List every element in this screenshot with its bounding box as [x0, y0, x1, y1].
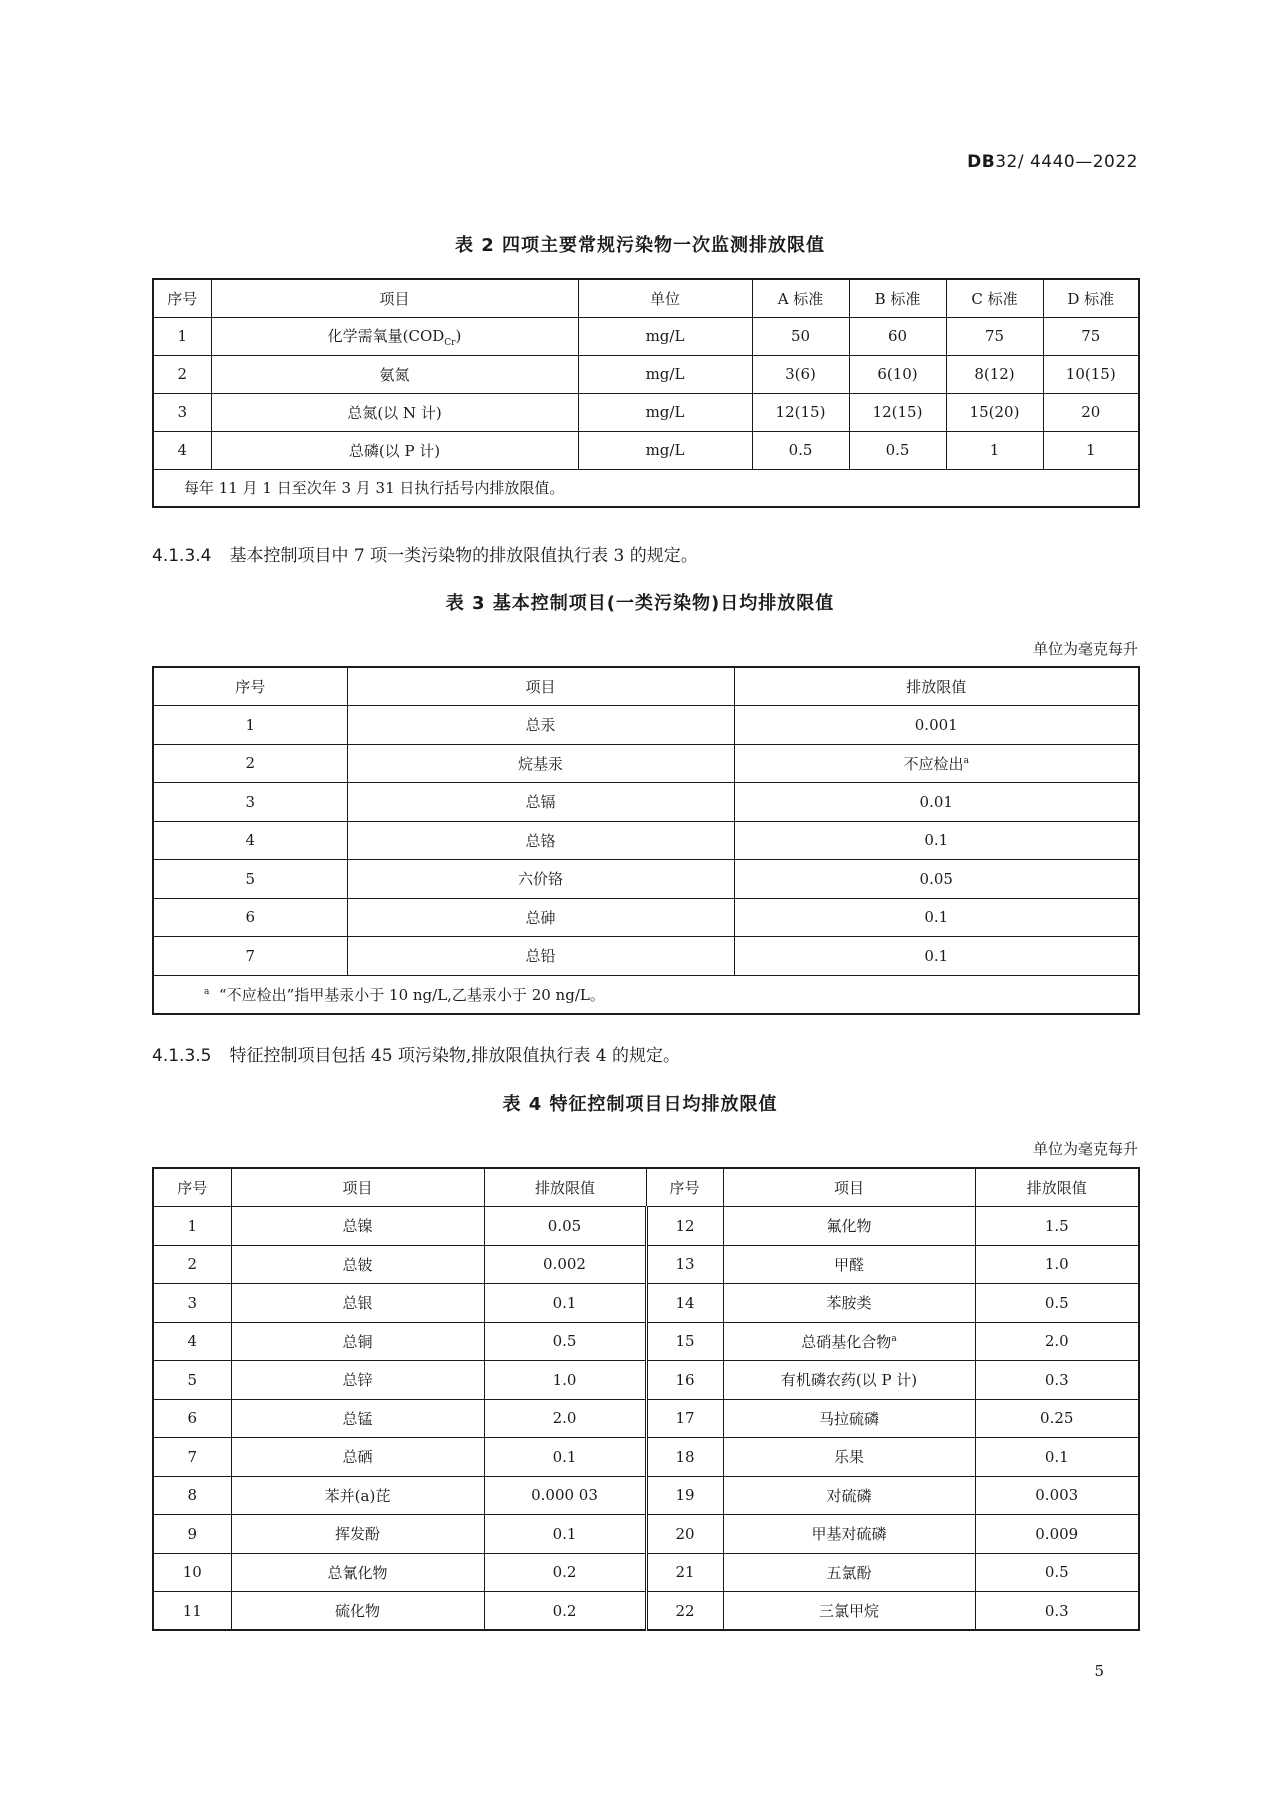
row-number: 17	[646, 1399, 723, 1438]
pollutant-name: 六价铬	[347, 860, 734, 899]
pollutant-name: 总氰化物	[231, 1553, 484, 1592]
clause-4-1-3-4	[152, 541, 698, 566]
row-number: 2	[153, 744, 347, 783]
discharge-limit: 2.0	[484, 1399, 646, 1438]
limit-b: 12(15)	[849, 393, 946, 431]
table4-header-cell: 序号	[646, 1168, 723, 1207]
limit-a: 12(15)	[752, 393, 849, 431]
pollutant-name: 总汞	[347, 706, 734, 745]
pollutant-name: 硫化物	[231, 1592, 484, 1631]
table2-header-cell: 项目	[211, 279, 578, 317]
standard-code	[967, 152, 1138, 172]
table-row	[153, 860, 1139, 899]
table4-header-cell: 项目	[723, 1168, 975, 1207]
table3-note	[153, 975, 1139, 1014]
pollutant-name: 马拉硫磷	[723, 1399, 975, 1438]
table4	[152, 1167, 1140, 1631]
limit-b: 60	[849, 317, 946, 355]
limit-d: 20	[1043, 393, 1139, 431]
standard-code-prefix: DB	[967, 152, 996, 172]
pollutant-name: 乐果	[723, 1438, 975, 1477]
row-number: 19	[646, 1476, 723, 1515]
table-row	[153, 783, 1139, 822]
table4-header-cell: 排放限值	[484, 1168, 646, 1207]
discharge-limit: 0.1	[975, 1438, 1139, 1477]
unit-cell: mg/L	[578, 393, 752, 431]
discharge-limit: 0.5	[975, 1553, 1139, 1592]
discharge-limit: 0.1	[484, 1438, 646, 1477]
limit-a: 3(6)	[752, 355, 849, 393]
table-row	[153, 393, 1139, 431]
discharge-limit: 0.001	[734, 706, 1139, 745]
row-number: 9	[153, 1515, 231, 1554]
discharge-limit: 0.3	[975, 1592, 1139, 1631]
table-row	[153, 1592, 1139, 1631]
row-number: 4	[153, 1322, 231, 1361]
clause-text: 基本控制项目中 7 项一类污染物的排放限值执行表 3 的规定。	[229, 546, 698, 566]
table-row	[153, 744, 1139, 783]
table-row	[153, 898, 1139, 937]
table2-caption: 表 2 四项主要常规污染物一次监测排放限值	[454, 235, 826, 256]
table2-header-row	[153, 279, 1139, 317]
pollutant-name: 总锌	[231, 1361, 484, 1400]
row-number: 2	[153, 355, 211, 393]
table-row	[153, 1207, 1139, 1246]
clause-number: 4.1.3.4	[152, 546, 212, 566]
table-row	[153, 317, 1139, 355]
limit-b: 0.5	[849, 431, 946, 469]
row-number: 1	[153, 317, 211, 355]
row-number: 21	[646, 1553, 723, 1592]
table3-note-text: “不应检出”指甲基汞小于 10 ng/L,乙基汞小于 20 ng/L。	[218, 985, 605, 1004]
discharge-limit: 0.2	[484, 1592, 646, 1631]
discharge-limit	[734, 744, 1139, 783]
table4-header-cell: 项目	[231, 1168, 484, 1207]
discharge-limit: 0.2	[484, 1553, 646, 1592]
table3-caption: 表 3 基本控制项目(一类污染物)日均排放限值	[445, 593, 835, 614]
limit-c: 75	[946, 317, 1043, 355]
pollutant-name: 总镍	[231, 1207, 484, 1246]
discharge-limit: 0.5	[975, 1284, 1139, 1323]
pollutant-name: 氟化物	[723, 1207, 975, 1246]
pollutant-name: 总镉	[347, 783, 734, 822]
clause-4-1-3-5	[152, 1041, 680, 1066]
discharge-limit: 0.05	[484, 1207, 646, 1246]
table-row	[153, 1284, 1139, 1323]
limit-a: 50	[752, 317, 849, 355]
row-number: 10	[153, 1553, 231, 1592]
row-number: 16	[646, 1361, 723, 1400]
unit-cell: mg/L	[578, 355, 752, 393]
discharge-limit: 0.1	[484, 1284, 646, 1323]
row-number: 6	[153, 898, 347, 937]
pollutant-name: 苯并(a)芘	[231, 1476, 484, 1515]
row-number: 13	[646, 1245, 723, 1284]
footnote-marker: a	[963, 755, 969, 766]
pollutant-name: 总磷(以 P 计)	[211, 431, 578, 469]
table-row	[153, 937, 1139, 976]
row-number: 4	[153, 431, 211, 469]
row-number: 1	[153, 706, 347, 745]
pollutant-name: 氨氮	[211, 355, 578, 393]
table2-header-cell: A 标准	[752, 279, 849, 317]
table3-header-cell: 项目	[347, 667, 734, 706]
pollutant-name: 对硫磷	[723, 1476, 975, 1515]
pollutant-name: 总铅	[347, 937, 734, 976]
pollutant-name: 挥发酚	[231, 1515, 484, 1554]
row-number: 20	[646, 1515, 723, 1554]
row-number: 2	[153, 1245, 231, 1284]
discharge-limit: 0.003	[975, 1476, 1139, 1515]
limit-d: 10(15)	[1043, 355, 1139, 393]
table2-header-cell: 单位	[578, 279, 752, 317]
table-row	[153, 1515, 1139, 1554]
row-number: 7	[153, 937, 347, 976]
discharge-limit: 0.1	[484, 1515, 646, 1554]
pollutant-name: 总铜	[231, 1322, 484, 1361]
footnote-marker: a	[891, 1333, 897, 1344]
table3-header-cell: 序号	[153, 667, 347, 706]
discharge-limit: 0.25	[975, 1399, 1139, 1438]
unit-cell: mg/L	[578, 317, 752, 355]
table3	[152, 666, 1140, 1015]
pollutant-name: 总铬	[347, 821, 734, 860]
pollutant-name-text: 总硝基化合物	[801, 1332, 892, 1351]
row-number: 4	[153, 821, 347, 860]
row-number: 22	[646, 1592, 723, 1631]
row-number: 1	[153, 1207, 231, 1246]
table-row	[153, 355, 1139, 393]
table-row	[153, 431, 1139, 469]
limit-d: 1	[1043, 431, 1139, 469]
pollutant-name: 甲基对硫磷	[723, 1515, 975, 1554]
table2-note: 每年 11 月 1 日至次年 3 月 31 日执行括号内排放限值。	[153, 469, 1139, 507]
discharge-limit: 0.002	[484, 1245, 646, 1284]
standard-code-number: 32/ 4440—2022	[995, 152, 1138, 172]
row-number: 7	[153, 1438, 231, 1477]
row-number: 3	[153, 393, 211, 431]
limit-d: 75	[1043, 317, 1139, 355]
discharge-limit: 0.5	[484, 1322, 646, 1361]
table3-note-row	[153, 975, 1139, 1014]
pollutant-name: 烷基汞	[347, 744, 734, 783]
table-row	[153, 1553, 1139, 1592]
row-number: 14	[646, 1284, 723, 1323]
table4-caption: 表 4 特征控制项目日均排放限值	[502, 1094, 778, 1115]
pollutant-name-text: 化学需氧量(COD	[327, 326, 445, 345]
table2-header-cell: D 标准	[1043, 279, 1139, 317]
table2-note-row	[153, 469, 1139, 507]
table3-unit-note: 单位为毫克每升	[1032, 640, 1138, 658]
discharge-limit: 0.000 03	[484, 1476, 646, 1515]
table2-header-cell: C 标准	[946, 279, 1043, 317]
table-row	[153, 1361, 1139, 1400]
page-number: 5	[1094, 1662, 1104, 1680]
table-row	[153, 706, 1139, 745]
footnote-marker: a	[204, 986, 210, 997]
table-row	[153, 1476, 1139, 1515]
clause-text: 特征控制项目包括 45 项污染物,排放限值执行表 4 的规定。	[229, 1046, 680, 1066]
pollutant-name	[211, 317, 578, 355]
table3-header-cell: 排放限值	[734, 667, 1139, 706]
clause-number: 4.1.3.5	[152, 1046, 212, 1066]
discharge-limit: 0.1	[734, 937, 1139, 976]
limit-a: 0.5	[752, 431, 849, 469]
pollutant-name: 总砷	[347, 898, 734, 937]
pollutant-name: 总氮(以 N 计)	[211, 393, 578, 431]
row-number: 8	[153, 1476, 231, 1515]
row-number: 18	[646, 1438, 723, 1477]
discharge-limit: 0.01	[734, 783, 1139, 822]
discharge-limit: 0.05	[734, 860, 1139, 899]
discharge-limit: 0.1	[734, 821, 1139, 860]
table2-header-cell: 序号	[153, 279, 211, 317]
table-row	[153, 1322, 1139, 1361]
row-number: 12	[646, 1207, 723, 1246]
pollutant-name: 总硒	[231, 1438, 484, 1477]
pollutant-name: 苯胺类	[723, 1284, 975, 1323]
pollutant-subscript: Cr	[444, 337, 456, 348]
row-number: 6	[153, 1399, 231, 1438]
limit-b: 6(10)	[849, 355, 946, 393]
row-number: 3	[153, 1284, 231, 1323]
table4-header-cell: 序号	[153, 1168, 231, 1207]
limit-c: 15(20)	[946, 393, 1043, 431]
pollutant-name: 三氯甲烷	[723, 1592, 975, 1631]
pollutant-name: 甲醛	[723, 1245, 975, 1284]
pollutant-name-tail: )	[455, 326, 462, 345]
row-number: 5	[153, 1361, 231, 1400]
pollutant-name: 五氯酚	[723, 1553, 975, 1592]
pollutant-name: 总铍	[231, 1245, 484, 1284]
discharge-limit-text: 不应检出	[903, 754, 964, 773]
discharge-limit: 2.0	[975, 1322, 1139, 1361]
table4-header-row	[153, 1168, 1139, 1207]
discharge-limit: 0.3	[975, 1361, 1139, 1400]
discharge-limit: 1.5	[975, 1207, 1139, 1246]
table-row	[153, 1245, 1139, 1284]
table2	[152, 278, 1140, 508]
discharge-limit: 1.0	[975, 1245, 1139, 1284]
row-number: 15	[646, 1322, 723, 1361]
discharge-limit: 0.1	[734, 898, 1139, 937]
table4-header-cell: 排放限值	[975, 1168, 1139, 1207]
pollutant-name: 总银	[231, 1284, 484, 1323]
pollutant-name: 总锰	[231, 1399, 484, 1438]
row-number: 3	[153, 783, 347, 822]
pollutant-name: 有机磷农药(以 P 计)	[723, 1361, 975, 1400]
table-row	[153, 1438, 1139, 1477]
discharge-limit: 0.009	[975, 1515, 1139, 1554]
discharge-limit: 1.0	[484, 1361, 646, 1400]
table-row	[153, 821, 1139, 860]
row-number: 11	[153, 1592, 231, 1631]
pollutant-name	[723, 1322, 975, 1361]
limit-c: 1	[946, 431, 1043, 469]
table2-header-cell: B 标准	[849, 279, 946, 317]
limit-c: 8(12)	[946, 355, 1043, 393]
table4-unit-note: 单位为毫克每升	[1032, 1140, 1138, 1158]
table3-header-row	[153, 667, 1139, 706]
row-number: 5	[153, 860, 347, 899]
table-row	[153, 1399, 1139, 1438]
unit-cell: mg/L	[578, 431, 752, 469]
